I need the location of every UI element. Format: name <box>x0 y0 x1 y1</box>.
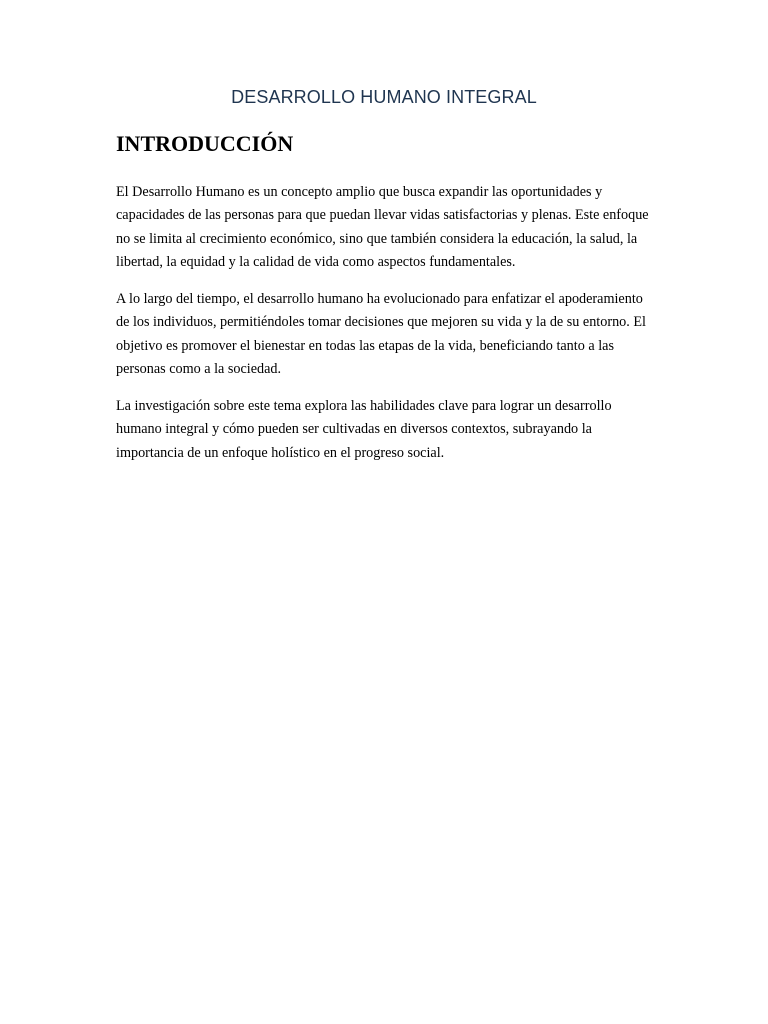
paragraph-1: El Desarrollo Humano es un concepto amplio que busca expandir las oportunidades y capacidades de las personas para que puedan llevar vidas satisfactorias y plenas. Este enfoque no se limita al crecimiento económico, sino que también considera la educación, la salud, la libertad, la equidad y la calidad de vida como aspectos fundamentales. <box>116 184 649 270</box>
section-heading: INTRODUCCIÓN <box>116 131 294 156</box>
paragraph-3: La investigación sobre este tema explora las habilidades clave para lograr un desarrollo humano integral y cómo pueden ser cultivadas en diversos contextos, subrayando la importancia de un enfoque holístico en el progreso social. <box>116 398 612 461</box>
document-title: DESARROLLO HUMANO INTEGRAL <box>231 87 537 107</box>
paragraph-2: A lo largo del tiempo, el desarrollo humano ha evolucionado para enfatizar el apoderamiento de los individuos, permitiéndoles tomar decisiones que mejoren su vida y la de su entorno. El objetivo es promover el bienestar en todas las etapas de la vida, beneficiando tanto a las personas como a la sociedad. <box>116 291 646 377</box>
